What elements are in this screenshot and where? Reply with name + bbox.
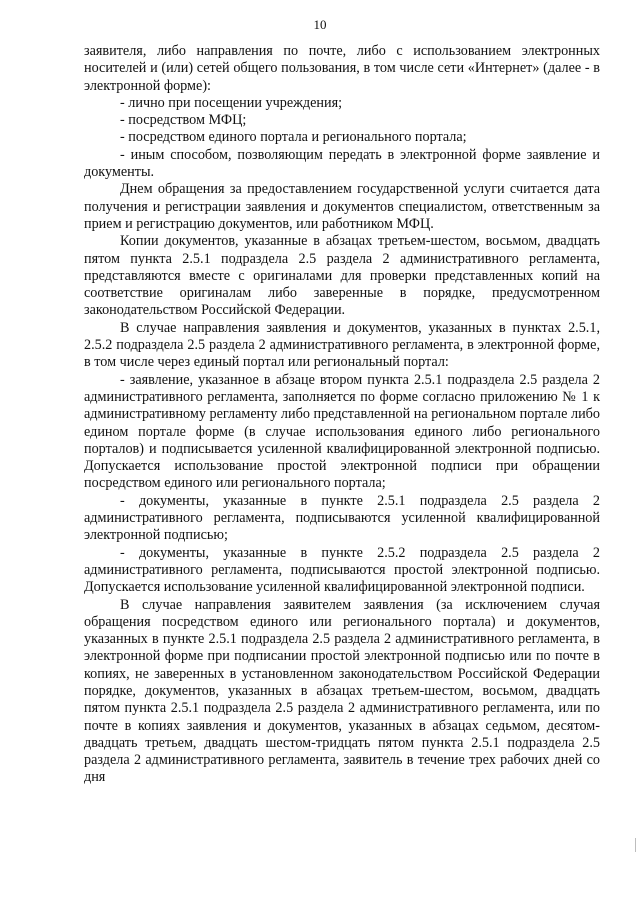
scan-edge-mark — [635, 838, 636, 852]
page-number: 10 — [313, 17, 327, 32]
paragraph-electronic-submission: В случае направления заявления и документов, указанных в пунктах 2.5.1, 2.5.2 подраздела 2.5 раздела 2 административного регламента, в электронной форме, в том числе через единый портал или региональный портал: — [84, 319, 600, 371]
paragraph-application-date: Днем обращения за предоставлением государственной услуги считается дата получения и регистрации заявления и документов специалистом, ответственным за прием и регистрацию документов, или работником МФЦ. — [84, 181, 600, 232]
list-item-documents-2-5-2: - документы, указанные в пункте 2.5.2 подраздела 2.5 раздела 2 административного регламента, подписываются простой электронной подписью. Допускается использование усиленной квалифицированной электронной подписи. — [84, 544, 600, 596]
list-item-portals: - посредством единого портала и регионального портала; — [120, 129, 467, 146]
list-item-application-signature: - заявление, указанное в абзаце втором пункта 2.5.1 подраздела 2.5 раздела 2 административного регламента, заполняется по форме согласно приложению № 1 к административному регламенту либо представленной на региональном портале либо едином портале форме (в случае использования единого либо регионального порталов) и подписывается усиленной квалифицированной электронной подписью. Допускается использование простой электронной подписи при обращении посредством единого или регионального портала; — [84, 371, 600, 492]
list-item-in-person: - лично при посещении учреждения; — [120, 94, 343, 111]
paragraph-document-copies: Копии документов, указанные в абзацах третьем-шестом, восьмом, двадцать пятом пункта 2.5.1 подраздела 2.5 раздела 2 административного регламента, представляются вместе с оригиналами для проверки представленных копий на соответствие оригиналам либо заверенные в порядке, предусмотренном законодательством Российской Федерации. — [84, 233, 600, 319]
list-item-mfc: - посредством МФЦ; — [120, 112, 247, 129]
list-item-other-method: - иным способом, позволяющим передать в электронной форме заявление и документы. — [84, 146, 600, 181]
paragraph-postal-copies: В случае направления заявителем заявления (за исключением случая обращения посредством единого или регионального портала) и документов, указанных в пункте 2.5.1 подраздела 2.5 раздела 2 административного регламента, в электронной форме при подписании простой электронной подписью или по почте в копиях, не заверенных в установленном законодательством Российской Федерации порядке, документов, указанных в абзацах третьем-шестом, восьмом, двадцать пятом пункта 2.5.1 подраздела 2.5 раздела 2 административного регламента, или по почте в копиях заявления и документов, указанных в абзацах седьмом, десятом-двадцать третьем, двадцать шестом-тридцать пятом пункта 2.5.1 подраздела 2.5 раздела 2 административного регламента, заявитель в течение трех рабочих дней со дня — [84, 596, 600, 786]
document-body — [84, 43, 600, 787]
paragraph-continuation: заявителя, либо направления по почте, либо с использованием электронных носителей и (или) сетей общего пользования, в том числе сети «Интернет» (далее - в электронной форме): — [84, 43, 600, 94]
list-item-documents-2-5-1: - документы, указанные в пункте 2.5.1 подраздела 2.5 раздела 2 административного регламента, подписываются усиленной квалифицированной электронной подписью; — [84, 492, 600, 544]
